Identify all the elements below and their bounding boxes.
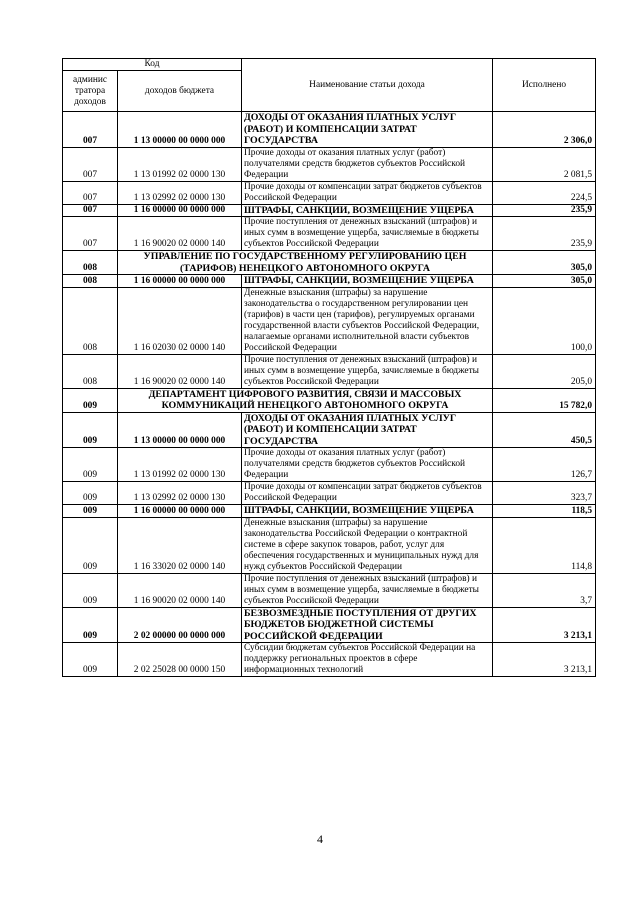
revenue-name-cell: ДОХОДЫ ОТ ОКАЗАНИЯ ПЛАТНЫХ УСЛУГ (РАБОТ) И КОМПЕНСАЦИИ ЗАТРАТ ГОСУДАРСТВА bbox=[242, 112, 493, 148]
admin-code-cell: 007 bbox=[63, 147, 118, 181]
page-number: 4 bbox=[317, 832, 323, 846]
budget-code-cell: 1 16 90020 02 0000 140 bbox=[118, 354, 242, 388]
department-name-cell: УПРАВЛЕНИЕ ПО ГОСУДАРСТВЕННОМУ РЕГУЛИРОВАНИЮ ЦЕН (ТАРИФОВ) НЕНЕЦКОГО АВТОНОМНОГО ОКРУГА bbox=[118, 251, 493, 275]
executed-amount-cell: 2 306,0 bbox=[493, 112, 596, 148]
table-row bbox=[63, 388, 596, 412]
revenue-name-cell: Прочие доходы от компенсации затрат бюджетов субъектов Российской Федерации bbox=[242, 181, 493, 204]
admin-code-cell: 009 bbox=[63, 388, 118, 412]
revenue-name-cell: ДОХОДЫ ОТ ОКАЗАНИЯ ПЛАТНЫХ УСЛУГ (РАБОТ) И КОМПЕНСАЦИИ ЗАТРАТ ГОСУДАРСТВА bbox=[242, 412, 493, 448]
table-row bbox=[63, 251, 596, 275]
budget-code-cell: 1 16 00000 00 0000 000 bbox=[118, 275, 242, 288]
admin-code-cell: 008 bbox=[63, 287, 118, 354]
header-budget-revenue: доходов бюджета bbox=[118, 71, 242, 112]
table-row bbox=[63, 112, 596, 148]
revenue-name-cell: Прочие доходы от оказания платных услуг (работ) получателями средств бюджетов субъектов Российской Федерации bbox=[242, 448, 493, 482]
admin-code-cell: 009 bbox=[63, 573, 118, 607]
budget-code-cell: 2 02 25028 00 0000 150 bbox=[118, 643, 242, 677]
budget-code-cell: 1 13 01992 02 0000 130 bbox=[118, 147, 242, 181]
header-administrator: админис тратора доходов bbox=[63, 71, 118, 112]
header-executed: Исполнено bbox=[493, 59, 596, 112]
revenue-name-cell: Прочие доходы от компенсации затрат бюджетов субъектов Российской Федерации bbox=[242, 482, 493, 505]
revenue-name-cell: Прочие доходы от оказания платных услуг (работ) получателями средств бюджетов субъектов Российской Федерации bbox=[242, 147, 493, 181]
admin-code-cell: 009 bbox=[63, 643, 118, 677]
executed-amount-cell: 323,7 bbox=[493, 482, 596, 505]
revenue-name-cell: Субсидии бюджетам субъектов Российской Федерации на поддержку региональных проектов в сфере информационных технологий bbox=[242, 643, 493, 677]
budget-code-cell: 1 16 00000 00 0000 000 bbox=[118, 204, 242, 217]
executed-amount-cell: 126,7 bbox=[493, 448, 596, 482]
revenue-name-cell: Денежные взыскания (штрафы) за нарушение законодательства Российской Федерации о контрактной системе в сфере закупок товаров, работ, услуг для обеспечения государственных и муниципальных нужд для нужд субъектов Российской Федерации bbox=[242, 517, 493, 573]
revenue-name-cell: Прочие поступления от денежных взысканий (штрафов) и иных сумм в возмещение ущерба, зачисляемые в бюджеты субъектов Российской Федерации bbox=[242, 573, 493, 607]
executed-amount-cell: 15 782,0 bbox=[493, 388, 596, 412]
admin-code-cell: 009 bbox=[63, 482, 118, 505]
admin-code-cell: 007 bbox=[63, 204, 118, 217]
table-row bbox=[63, 607, 596, 643]
budget-code-cell: 1 16 90020 02 0000 140 bbox=[118, 573, 242, 607]
revenue-name-cell: БЕЗВОЗМЕЗДНЫЕ ПОСТУПЛЕНИЯ ОТ ДРУГИХ БЮДЖЕТОВ БЮДЖЕТНОЙ СИСТЕМЫ РОССИЙСКОЙ ФЕДЕРАЦИИ bbox=[242, 607, 493, 643]
department-name-cell: ДЕПАРТАМЕНТ ЦИФРОВОГО РАЗВИТИЯ, СВЯЗИ И МАССОВЫХ КОММУНИКАЦИЙ НЕНЕЦКОГО АВТОНОМНОГО ОКРУГА bbox=[118, 388, 493, 412]
budget-code-cell: 1 16 90020 02 0000 140 bbox=[118, 217, 242, 251]
executed-amount-cell: 118,5 bbox=[493, 505, 596, 518]
executed-amount-cell: 450,5 bbox=[493, 412, 596, 448]
table-row bbox=[63, 181, 596, 204]
admin-code-cell: 007 bbox=[63, 217, 118, 251]
admin-code-cell: 008 bbox=[63, 251, 118, 275]
admin-code-cell: 007 bbox=[63, 181, 118, 204]
revenue-table-container bbox=[62, 58, 595, 677]
executed-amount-cell: 235,9 bbox=[493, 217, 596, 251]
table-row bbox=[63, 275, 596, 288]
revenue-name-cell: Прочие поступления от денежных взысканий (штрафов) и иных сумм в возмещение ущерба, зачисляемые в бюджеты субъектов Российской Федерации bbox=[242, 354, 493, 388]
header-name: Наименование статьи дохода bbox=[242, 59, 493, 112]
table-row bbox=[63, 147, 596, 181]
budget-code-cell: 1 13 01992 02 0000 130 bbox=[118, 448, 242, 482]
table-row bbox=[63, 482, 596, 505]
budget-code-cell: 1 13 02992 02 0000 130 bbox=[118, 482, 242, 505]
admin-code-cell: 007 bbox=[63, 112, 118, 148]
executed-amount-cell: 3,7 bbox=[493, 573, 596, 607]
budget-code-cell: 1 16 33020 02 0000 140 bbox=[118, 517, 242, 573]
executed-amount-cell: 305,0 bbox=[493, 251, 596, 275]
revenue-table bbox=[62, 58, 596, 677]
executed-amount-cell: 235,9 bbox=[493, 204, 596, 217]
executed-amount-cell: 100,0 bbox=[493, 287, 596, 354]
budget-code-cell: 1 16 00000 00 0000 000 bbox=[118, 505, 242, 518]
executed-amount-cell: 3 213,1 bbox=[493, 607, 596, 643]
table-row bbox=[63, 643, 596, 677]
executed-amount-cell: 2 081,5 bbox=[493, 147, 596, 181]
table-row bbox=[63, 517, 596, 573]
executed-amount-cell: 114,8 bbox=[493, 517, 596, 573]
revenue-name-cell: ШТРАФЫ, САНКЦИИ, ВОЗМЕЩЕНИЕ УЩЕРБА bbox=[242, 204, 493, 217]
table-row bbox=[63, 354, 596, 388]
table-row bbox=[63, 287, 596, 354]
executed-amount-cell: 224,5 bbox=[493, 181, 596, 204]
admin-code-cell: 008 bbox=[63, 275, 118, 288]
admin-code-cell: 009 bbox=[63, 448, 118, 482]
header-code: Код bbox=[63, 59, 242, 71]
admin-code-cell: 008 bbox=[63, 354, 118, 388]
admin-code-cell: 009 bbox=[63, 505, 118, 518]
budget-code-cell: 1 13 00000 00 0000 000 bbox=[118, 112, 242, 148]
budget-code-cell: 1 16 02030 02 0000 140 bbox=[118, 287, 242, 354]
budget-code-cell: 2 02 00000 00 0000 000 bbox=[118, 607, 242, 643]
executed-amount-cell: 3 213,1 bbox=[493, 643, 596, 677]
revenue-name-cell: Денежные взыскания (штрафы) за нарушение законодательства о государственном регулировании цен (тарифов) в части цен (тарифов), регулируемых органами государственной власти субъектов Российской Федерации, налагаемые органами исполнительной власти субъектов Российской Федерации bbox=[242, 287, 493, 354]
table-row bbox=[63, 217, 596, 251]
budget-code-cell: 1 13 02992 02 0000 130 bbox=[118, 181, 242, 204]
table-row bbox=[63, 448, 596, 482]
revenue-name-cell: Прочие поступления от денежных взысканий (штрафов) и иных сумм в возмещение ущерба, зачисляемые в бюджеты субъектов Российской Федерации bbox=[242, 217, 493, 251]
revenue-name-cell: ШТРАФЫ, САНКЦИИ, ВОЗМЕЩЕНИЕ УЩЕРБА bbox=[242, 505, 493, 518]
table-body bbox=[63, 112, 596, 677]
admin-code-cell: 009 bbox=[63, 607, 118, 643]
admin-code-cell: 009 bbox=[63, 517, 118, 573]
revenue-name-cell: ШТРАФЫ, САНКЦИИ, ВОЗМЕЩЕНИЕ УЩЕРБА bbox=[242, 275, 493, 288]
table-row bbox=[63, 573, 596, 607]
table-row bbox=[63, 412, 596, 448]
executed-amount-cell: 205,0 bbox=[493, 354, 596, 388]
table-row bbox=[63, 204, 596, 217]
table-row bbox=[63, 505, 596, 518]
executed-amount-cell: 305,0 bbox=[493, 275, 596, 288]
budget-code-cell: 1 13 00000 00 0000 000 bbox=[118, 412, 242, 448]
admin-code-cell: 009 bbox=[63, 412, 118, 448]
